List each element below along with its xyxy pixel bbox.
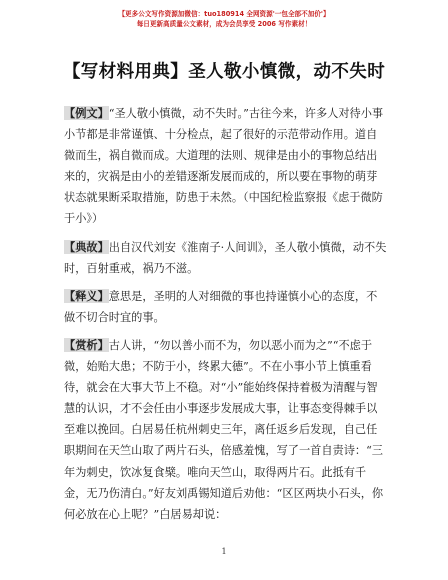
promo-banner	[0, 9, 448, 29]
section-tag: 【释义】	[64, 288, 109, 303]
section-tag: 【例文】	[64, 106, 109, 120]
article-body	[64, 103, 388, 532]
section-text: 意思是，圣明的人对细微的事也持谨慎小心的态度，不做不切合时宜的事。	[64, 289, 378, 324]
section-tag: 【典故】	[64, 239, 109, 254]
page-number: 1	[221, 547, 227, 556]
section-text: 古人讲，“勿以善小而不为，勿以恶小而为之”“不虑于微，始贻大患；不防于小，终累大德”。不在小事小节上慎重看待，就会在大事大节上不稳。对“小”能始终保持着极为清醒与智慧的认识，才不会任由小事逐步发展成大事，让事态变得棘手以至难以挽回。白居易任杭州刺史三年，离任返乡后发现，自己任职期间在天竺山取了两片石头，倍感羞愧，写了一首自责诗：“三年为刺史，饮冰复食檗。唯向天竺山，取得两片石。此抵有千金，无乃伤清白。”好友刘禹锡知道后劝他：“区区两块小石头，你何必放在心上呢？”白居易却说：	[64, 338, 384, 521]
section-text: 出自汉代刘安《淮南子·人间训》，圣人敬小慎微，动不失时，百射重戒，祸乃不滋。	[64, 240, 387, 275]
section-meaning	[64, 286, 388, 328]
article-title: 【写材料用典】圣人敬小慎微，动不失时	[62, 62, 386, 82]
section-appreciation	[64, 335, 388, 525]
section-text: “圣人敬小慎微，动不失时。”古往今来，许多人对待小事小节都是非常谨慎、十分检点，起了很好的示范带动作用。道自微而生，祸自微而成。大道理的法则、规律是由小的事物总结出来的，灾祸是由小的差错逐渐发展而成的，所以要在事物的萌芽状态就果断采取措施，防患于未然。（中国纪检监察报《虑于微防于小》）	[64, 107, 384, 226]
section-allusion	[64, 237, 388, 279]
section-example	[64, 103, 388, 230]
promo-banner-line-2: 每日更新高质量公文素材，成为会员享受 2006 写作素材！	[136, 20, 312, 28]
promo-banner-line-1: 【更多公文写作资源加微信：tuo180914 全网资源'一包全部不加价'】	[118, 10, 330, 18]
section-tag: 【赏析】	[64, 337, 109, 352]
